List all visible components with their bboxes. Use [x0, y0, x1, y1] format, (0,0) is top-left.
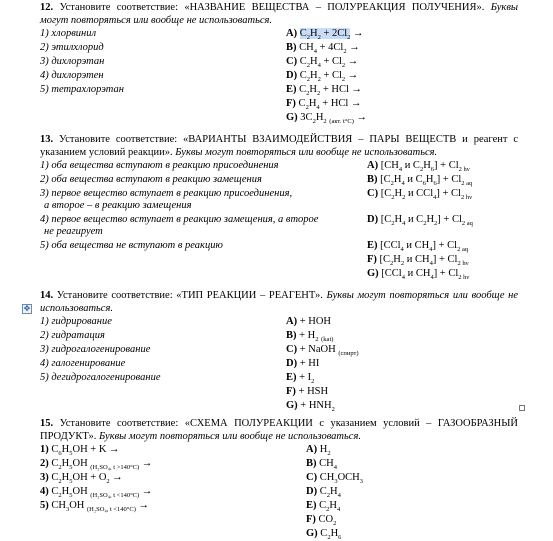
- t13-left-5: 5) оба вещества не вступают в реакцию: [40, 240, 223, 251]
- t15-right-F: F) $CO_2$: [306, 514, 337, 528]
- task-12-header: [40, 2, 518, 27]
- task-text: Установите соответствие: «ТИП РЕАКЦИИ – РЕАГЕНТ».: [56, 290, 323, 301]
- task-text: Установите соответствие: «СХЕМА ПОЛУРЕАКЦИИ с указанием условий – ГАЗООБРАЗНЫЙ ПРОДУКТ».: [40, 418, 518, 442]
- task-13-header: [40, 134, 518, 159]
- t12-left-3: 3) дихлорэтан: [40, 56, 105, 67]
- task-note: Буквы могут повторяться или вообще не использоваться.: [40, 290, 519, 314]
- t12-right-E: E) $C_2H_2$ + HCl →: [286, 84, 363, 98]
- t14-left-2: 2) гидратация: [40, 330, 105, 341]
- task-number: 14.: [40, 290, 54, 301]
- task-note: Буквы могут повторяться или вообще не использоваться.: [175, 146, 438, 158]
- t14-right-D: D) + HI: [286, 358, 320, 369]
- task-12: [40, 2, 518, 126]
- t13-left-1: 1) оба вещества вступают в реакцию присоединения: [40, 160, 279, 171]
- t15-left-2: 2) $C_2H_5OH$ $_{(H_2SO_4, t >140^\circ C)}$ →: [40, 458, 153, 472]
- t13-right-E: E) [CCl$_4$ и $CH_4] + Cl_{2 aq}$: [367, 240, 469, 254]
- task-14: [40, 290, 519, 414]
- t12-right-A: A) $C_2H_2 + 2Cl_2$ →: [286, 28, 364, 42]
- t14-right-F: F) + HSH: [286, 386, 329, 397]
- t15-left-5: 5) $CH_3OH$ $_{(H_2SO_4, t <140^\circ C)}$ →: [40, 500, 150, 514]
- task-text: Установите соответствие: «ВАРИАНТЫ ВЗАИМОДЕЙСТВИЯ – ПАРЫ ВЕЩЕСТВ и реагент с указанием условий реакции».: [40, 134, 519, 158]
- t12-right-F: F) $C_2H_4$ + HCl →: [286, 98, 362, 112]
- t14-right-B: $B) + H_2$ $_{(kat)}$: [286, 330, 334, 344]
- t14-left-3: 3) гидрогалогенирование: [40, 344, 151, 355]
- t13-left-3b: а второе – в реакцию замещения: [44, 200, 192, 211]
- task-15-header: [40, 418, 518, 443]
- t12-left-2: 2) этилхлорид: [40, 42, 104, 53]
- task-text: Установите соответствие: «НАЗВАНИЕ ВЕЩЕСТВА – ПОЛУРЕАКЦИЯ ПОЛУЧЕНИЯ».: [59, 2, 485, 13]
- task-number: 15.: [40, 418, 54, 429]
- table-resize-handle[interactable]: [519, 405, 525, 411]
- t12-right-D: D) $C_2H_2 + Cl_2$ →: [286, 70, 359, 84]
- t13-right-A: A) [$CH_4$ и $C_2H_6] + Cl_{2 h\nu}$: [367, 160, 470, 174]
- task-14-header: [40, 290, 518, 315]
- t14-left-1: 1) гидрирование: [40, 316, 112, 327]
- task-15: [40, 418, 518, 541]
- t14-right-E: $E) + I_2$: [286, 372, 315, 386]
- t14-right-C: C) + NaOH $_{(спирт)}$: [286, 344, 359, 358]
- t15-right-A: A) $H_2$: [306, 444, 331, 458]
- task-note: Буквы могут повторяться или вообще не использоваться.: [40, 2, 518, 26]
- t14-right-G: $G) + HNH_2$: [286, 400, 335, 414]
- t12-left-5: 5) тетрахлорэтан: [40, 84, 124, 95]
- t15-left-3: 3) $C_2H_5OH + O_2$ →: [40, 472, 123, 486]
- t13-left-4a: 4) первое вещество вступает в реакцию замещения, а второе: [40, 214, 319, 225]
- task-note: Буквы могут повторяться или вообще не использоваться.: [98, 430, 361, 442]
- t15-left-1: 1) $C_6H_5OH + K$ →: [40, 444, 120, 458]
- t15-left-4: 4) $C_2H_5OH$ $_{(H_2SO_4, t <140^\circ C)}$ →: [40, 486, 153, 500]
- table-move-icon[interactable]: ✥: [23, 304, 31, 313]
- t15-right-B: B) $CH_4$: [306, 458, 337, 472]
- t13-right-G: G) [CCl$_4$ и $CH_4] + Cl_{2 h\nu}$: [367, 268, 470, 282]
- t12-left-1: 1) хлорвинил: [40, 28, 97, 39]
- t12-right-C: C) $C_2H_4 + Cl_2$ →: [286, 56, 359, 70]
- t12-right-B: B) $CH_4 + 4Cl_2$ →: [286, 42, 360, 56]
- t12-left-4: 4) дихлорэтен: [40, 70, 104, 81]
- t13-left-4b: не реагирует: [44, 226, 103, 237]
- t13-left-2: 2) оба вещества вступают в реакцию замещения: [40, 174, 262, 185]
- t15-right-G: G) $C_2H_6$: [306, 528, 342, 541]
- task-13: [40, 134, 519, 282]
- task-number: 13.: [40, 134, 54, 145]
- t15-right-C: C) $CH_3OCH_3$: [306, 472, 363, 486]
- t13-right-D: D) [$C_2H_4$ и $C_2H_2] + Cl_{2 aq}$: [367, 214, 473, 228]
- task-number: 12.: [40, 2, 54, 13]
- t13-right-C: C) [$C_2H_2$ и $CCl_4] + Cl_{2 h\nu}$: [367, 188, 473, 202]
- t13-right-B: B) [$C_2H_4$ и $C_6H_6] + Cl_{2 aq}$: [367, 174, 473, 188]
- t13-left-3a: 3) первое вещество вступает в реакцию присоединения,: [40, 188, 293, 199]
- t15-right-D: D) $C_2H_4$: [306, 486, 341, 500]
- t13-right-F: F) [$C_2H_2$ и $CH_4] + Cl_{2 h\nu}$: [367, 254, 469, 268]
- t14-left-4: 4) галогенирование: [40, 358, 126, 369]
- t12-right-G: G) $3C_2H_2$ $_{(акт. t^\circ C)}$ →: [286, 112, 368, 126]
- t15-right-E: E) $C_2H_4$: [306, 500, 341, 514]
- t14-left-5: 5) дегидрогалогенирование: [40, 372, 161, 383]
- t14-right-A: A) + HOH: [286, 316, 332, 327]
